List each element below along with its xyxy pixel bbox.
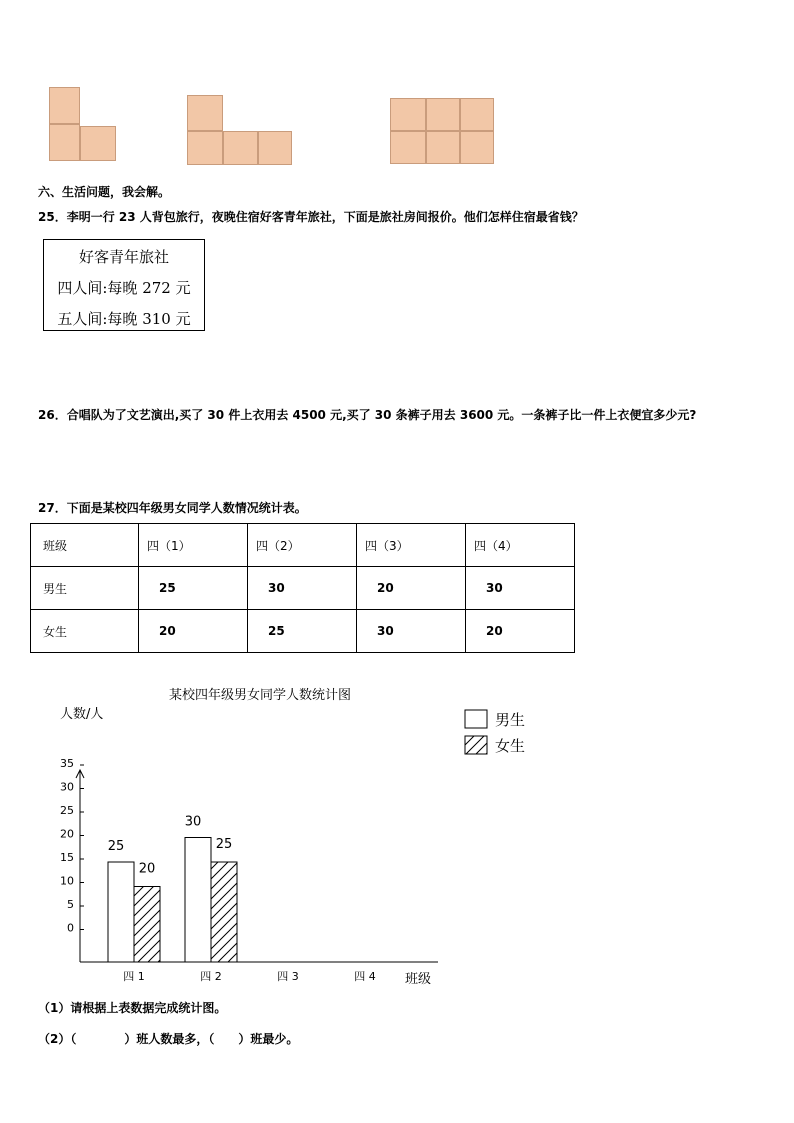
legend-label: 男生 — [495, 711, 526, 729]
table-header-row — [31, 524, 575, 567]
category-label: 四 2 — [200, 970, 222, 983]
bar-女生-1 — [211, 862, 237, 962]
y-tick-label: 0 — [67, 921, 74, 935]
chart-legend — [465, 710, 525, 755]
table-cell: 25 — [139, 567, 248, 610]
bar-男生-1 — [185, 838, 211, 963]
tile-square — [460, 131, 494, 164]
category-label: 四 3 — [277, 970, 299, 983]
stats-table — [30, 523, 575, 653]
table-cell: 男生 — [31, 567, 139, 610]
table-cell: 四（1） — [139, 524, 248, 567]
tile-square — [390, 131, 426, 164]
question-26: 26．合唱队为了文艺演出,买了 30 件上衣用去 4500 元,买了 30 条裤子用去 3600 元。一条裤子比一件上衣便宜多少元? — [38, 408, 697, 422]
tile-square — [49, 87, 80, 124]
hostel-price-sign — [43, 239, 205, 331]
tile-square — [258, 131, 292, 165]
question-27: 27．下面是某校四年级男女同学人数情况统计表。 — [38, 501, 307, 515]
x-axis-label: 班级 — [405, 972, 432, 987]
category-label: 四 4 — [354, 970, 376, 983]
table-cell: 25 — [248, 610, 357, 653]
table-row — [31, 610, 575, 653]
table-row — [31, 567, 575, 610]
section-title: 六、生活问题，我会解。 — [38, 185, 171, 199]
data-label: 30 — [184, 814, 202, 830]
category-label: 四 1 — [123, 970, 145, 983]
data-label: 25 — [215, 837, 233, 852]
tile-square — [390, 98, 426, 131]
tile-square — [80, 126, 116, 161]
tile-square — [187, 131, 223, 165]
tile-square — [426, 98, 460, 131]
table-cell: 30 — [466, 567, 575, 610]
table-cell: 30 — [248, 567, 357, 610]
tile-square — [187, 95, 223, 131]
sign-title: 好客青年旅社 — [78, 248, 169, 266]
y-tick-label: 20 — [60, 827, 74, 841]
legend-swatch — [465, 736, 487, 754]
sign-four-person-room: 四人间:每晚 272 元 — [57, 279, 191, 297]
y-tick-label: 10 — [60, 874, 74, 888]
y-tick-label: 30 — [60, 780, 74, 794]
bar-男生-0 — [108, 862, 134, 962]
table-cell: 30 — [357, 610, 466, 653]
y-tick-label: 5 — [67, 898, 74, 911]
table-cell: 20 — [139, 610, 248, 653]
data-label: 20 — [138, 861, 156, 877]
table-cell: 四（2） — [248, 524, 357, 567]
chart-bars — [108, 815, 237, 963]
bar-女生-0 — [134, 887, 160, 963]
sign-five-person-room: 五人间:每晚 310 元 — [57, 310, 191, 328]
sub-question-2: （2）（ ）班人数最多，（ ）班最少。 — [38, 1032, 299, 1046]
table-cell: 四（3） — [357, 524, 466, 567]
question-25: 25．李明一行 23 人背包旅行，夜晚住宿好客青年旅社，下面是旅社房间报价。他们怎样住宿最省钱？ — [38, 210, 584, 224]
table-cell: 四（4） — [466, 524, 575, 567]
data-label: 25 — [107, 839, 125, 854]
tile-square — [426, 131, 460, 164]
legend-label: 女生 — [495, 737, 526, 755]
tile-square — [49, 124, 80, 161]
table-cell: 20 — [466, 610, 575, 653]
sub-question-1: （1）请根据上表数据完成统计图。 — [38, 1001, 227, 1015]
y-tick-label: 35 — [60, 757, 74, 770]
y-tick-label: 25 — [60, 804, 74, 817]
table-cell: 20 — [357, 567, 466, 610]
y-axis-label: 人数/人 — [60, 707, 104, 722]
table-cell: 班级 — [31, 524, 139, 567]
table-cell: 女生 — [31, 610, 139, 653]
tile-square — [460, 98, 494, 131]
bar-chart — [0, 670, 794, 1000]
category-labels — [123, 970, 376, 983]
chart-title: 某校四年级男女同学人数统计图 — [168, 688, 352, 703]
tile-square — [223, 131, 258, 165]
y-tick-label: 15 — [60, 851, 74, 864]
legend-swatch — [465, 710, 487, 728]
